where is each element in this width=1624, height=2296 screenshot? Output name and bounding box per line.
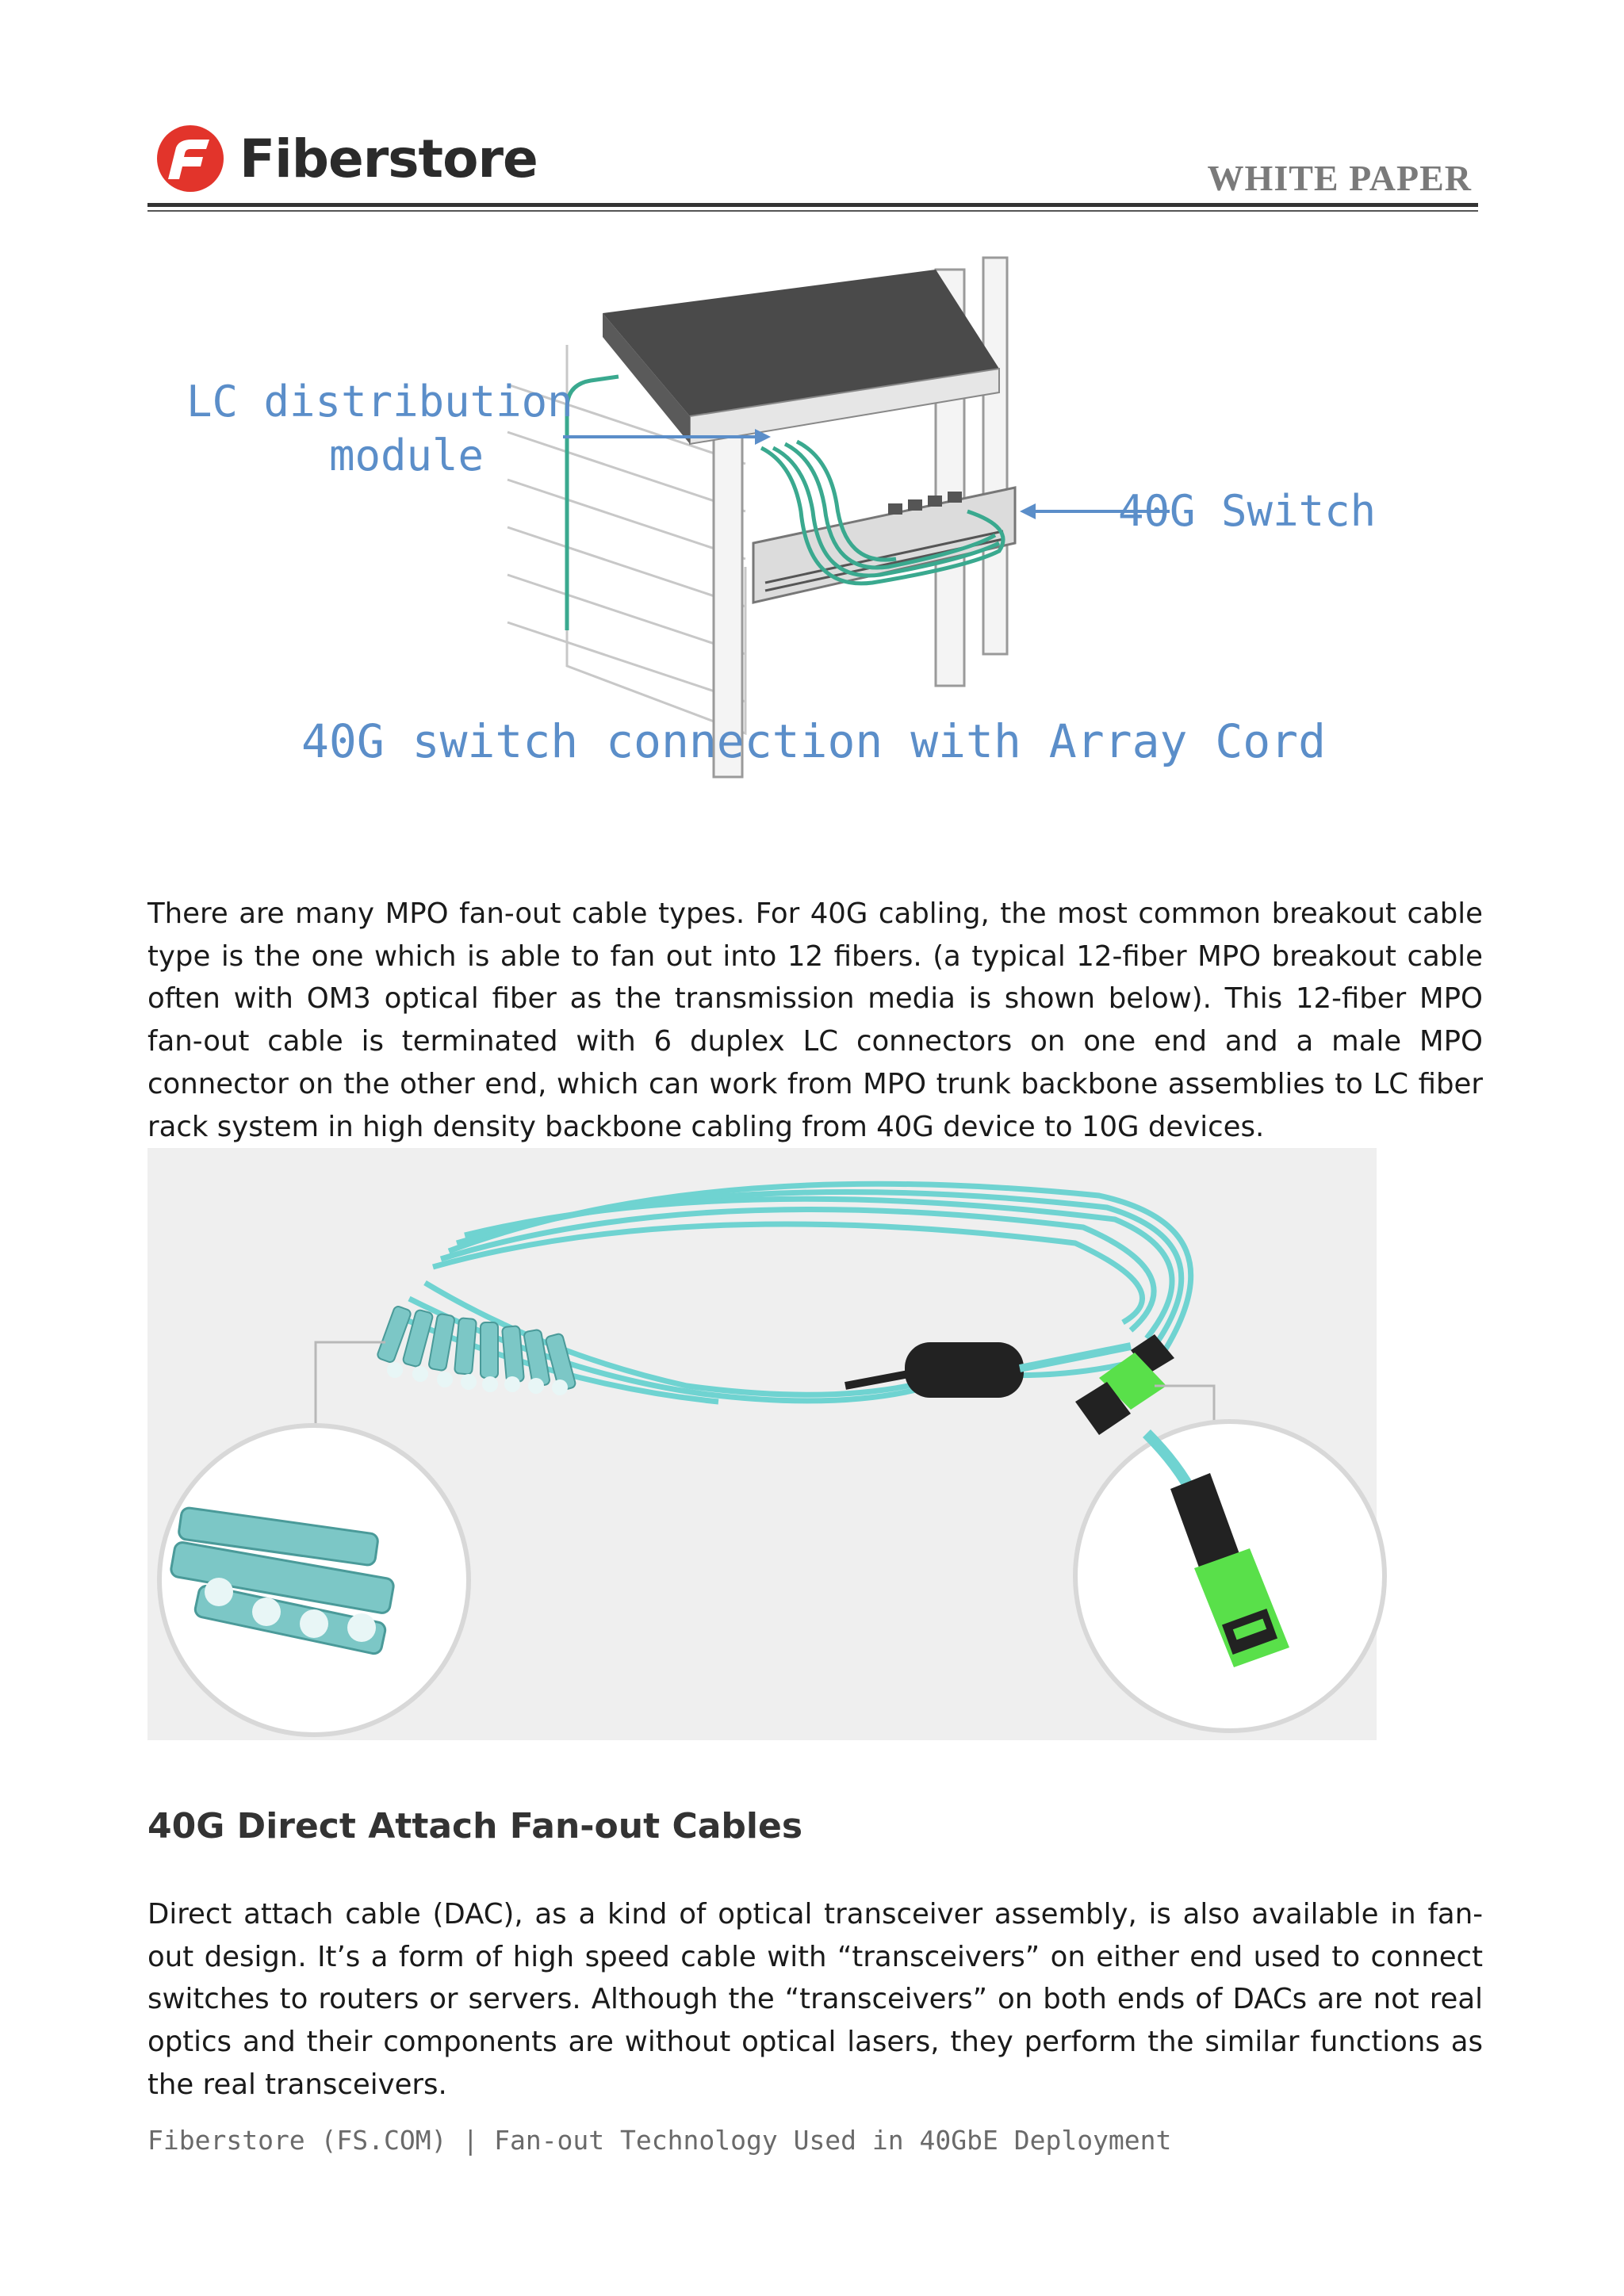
brand-logo bbox=[155, 119, 538, 198]
body-paragraph-1: There are many MPO fan-out cable types. For 40G cabling, the most common breakout cable type is the one which is able to fan out into 12 fibers. (a typical 12-fiber MPO breakout cable often with OM3 optical fiber as the transmission media is shown below). This 12-fiber MPO fan-out cable is terminated with 6 duplex LC connectors on one end and a male MPO connector on the other end, which can work from MPO trunk backbone assemblies to LC fiber rack system in high density backbone cabling from 40G device to 10G devices. bbox=[147, 897, 1483, 1143]
rack-diagram bbox=[174, 226, 1377, 805]
document-type-label: WHITE PAPER bbox=[1207, 158, 1472, 198]
label-40g-switch: 40G Switch bbox=[1118, 486, 1377, 536]
label-lc-distribution: LC distribution bbox=[186, 377, 573, 427]
figure-caption: 40G switch connection with Array Cord bbox=[301, 714, 1327, 768]
page-footer: Fiberstore (FS.COM) | Fan-out Technology Used in 40GbE Deployment bbox=[147, 2125, 1172, 2156]
label-module: module bbox=[329, 430, 485, 480]
fiberstore-logo-icon bbox=[155, 124, 225, 193]
header-rule-thin bbox=[147, 210, 1478, 212]
mpo-zoom-circle bbox=[1075, 1422, 1385, 1731]
header-rule bbox=[147, 203, 1478, 207]
brand-name: Fiberstore bbox=[239, 128, 538, 189]
page-header bbox=[147, 111, 1478, 214]
section-heading: 40G Direct Attach Fan-out Cables bbox=[147, 1806, 803, 1846]
body-paragraph-2: Direct attach cable (DAC), as a kind of optical transceiver assembly, is also available in fan-out design. It’s a form of high speed cable with “transceivers” on either end used to connect switches to routers or servers. Although the “transceivers” on both ends of DACs are not real optics and their components are without optical lasers, they perform the similar functions as the real transceivers. bbox=[147, 1898, 1483, 2101]
lc-zoom-circle bbox=[159, 1425, 469, 1735]
mpo-fanout-cable-figure bbox=[147, 1148, 1377, 1740]
